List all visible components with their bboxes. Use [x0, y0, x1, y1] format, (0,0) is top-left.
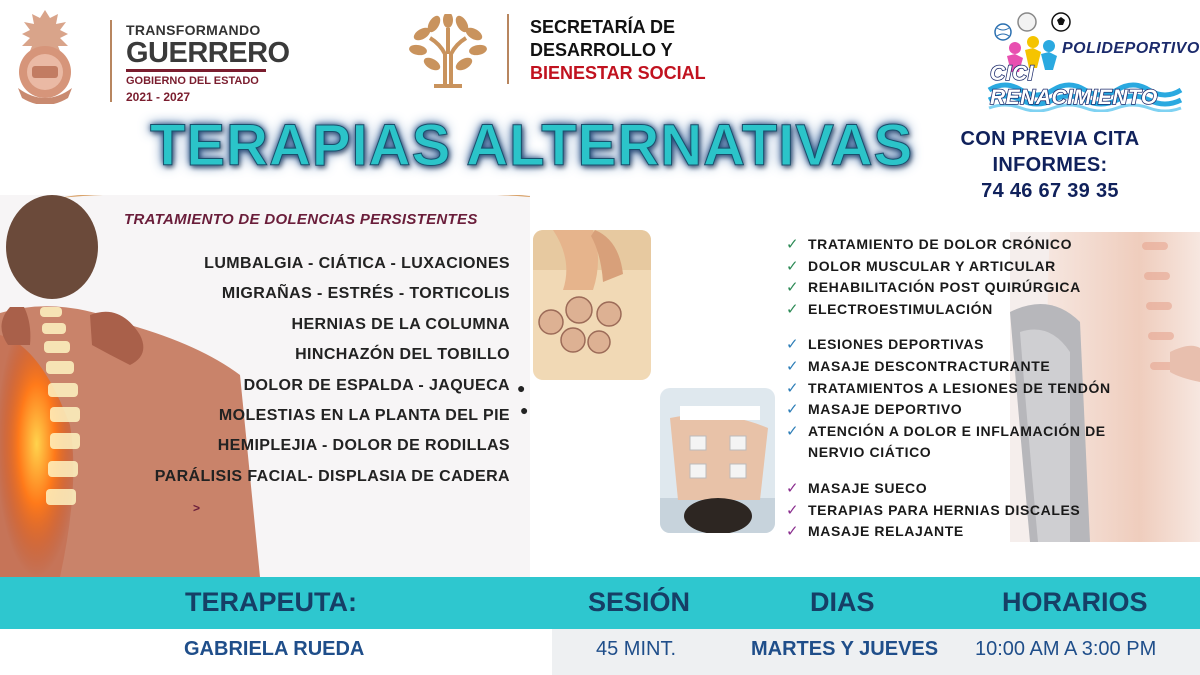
checkmark-icon: ✓ — [786, 300, 800, 318]
list-item — [786, 442, 1111, 464]
polideportivo-title: POLIDEPORTIVO — [1062, 40, 1200, 57]
guerrero-government: GOBIERNO DEL ESTADO — [126, 75, 259, 87]
service-label: NERVIO CIÁTICO — [808, 444, 932, 461]
contact-appointment: CON PREVIA CITA — [960, 128, 1140, 150]
list-item: MOLESTIAS EN LA PLANTA DEL PIE — [218, 406, 510, 424]
checkmark-icon: ✓ — [786, 236, 800, 253]
list-item — [786, 334, 1111, 356]
session-days: MARTES Y JUEVES — [751, 638, 939, 660]
service-label: MASAJE DEPORTIVO — [808, 401, 963, 418]
checkmark-icon: ✓ — [786, 336, 800, 354]
arrow-right-icon: > — [193, 501, 201, 515]
guerrero-logo-text — [126, 22, 290, 104]
checkmark-icon: ✓ — [786, 379, 800, 397]
electrostimulation-photo-icon — [660, 388, 775, 533]
secretaria-line3: BIENESTAR SOCIAL — [530, 63, 706, 83]
contact-info-label: INFORMES: — [992, 154, 1108, 176]
secretaria-line1: SECRETARÍA DE — [530, 17, 676, 37]
list-item: HEMIPLEJIA - DOLOR DE RODILLAS — [217, 437, 510, 455]
list-item: HERNIAS DE LA COLUMNA — [291, 315, 510, 333]
checkmark-icon: ✓ — [786, 357, 800, 375]
list-item: DOLOR DE ESPALDA - JAQUECA — [243, 376, 510, 394]
guerrero-name: GUERRERO — [126, 37, 290, 69]
checkmark-icon: ✓ — [786, 257, 800, 275]
schedule-table — [0, 577, 1200, 675]
bullet-dot-icon: ● — [517, 380, 526, 396]
list-item — [786, 500, 1111, 522]
checkmark-icon: ✓ — [786, 479, 800, 497]
list-item — [786, 256, 1111, 278]
header-session: SESIÓN — [588, 587, 691, 617]
treatment-list — [155, 249, 510, 492]
service-label: TRATAMIENTOS A LESIONES DE TENDÓN — [808, 379, 1111, 396]
polideportivo-name: CICI RENACIMIENTO — [990, 62, 1158, 109]
list-item — [786, 277, 1111, 299]
service-label: DOLOR MUSCULAR Y ARTICULAR — [808, 257, 1056, 274]
service-label: TRATAMIENTO DE DOLOR CRÓNICO — [808, 236, 1073, 252]
service-label: ATENCIÓN A DOLOR E INFLAMACIÓN DE — [808, 422, 1106, 439]
secretaria-logo-text — [530, 16, 706, 85]
tree-logo-icon — [404, 14, 492, 90]
header-hours: HORARIOS — [1002, 587, 1148, 617]
list-item: PARÁLISIS FACIAL- DISPLASIA DE CADERA — [154, 467, 510, 485]
header-days: DIAS — [810, 587, 875, 617]
service-label: ELECTROESTIMULACIÓN — [808, 300, 993, 317]
cupping-therapy-photo-icon — [533, 230, 651, 380]
list-item: HINCHAZÓN DEL TOBILLO — [295, 346, 510, 364]
service-label: TERAPIAS PARA HERNIAS DISCALES — [808, 501, 1081, 518]
session-duration: 45 MINT. — [596, 638, 677, 660]
guerrero-divider — [110, 20, 112, 102]
guerrero-tagline: TRANSFORMANDO — [126, 22, 261, 38]
list-item — [786, 521, 1111, 543]
list-item — [786, 378, 1111, 400]
guerrero-years: 2021 - 2027 — [126, 90, 191, 104]
secretaria-line2: DESARROLLO Y — [530, 40, 673, 60]
checkmark-icon: ✓ — [786, 501, 800, 519]
service-label: MASAJE RELAJANTE — [808, 523, 964, 540]
services-list — [786, 234, 1111, 543]
bullet-dot-icon: ● — [520, 402, 529, 418]
session-hours: 10:00 AM A 3:00 PM — [975, 638, 1157, 660]
list-item — [786, 421, 1111, 443]
checkmark-icon: ✓ — [786, 422, 800, 440]
guerrero-seal-icon — [10, 8, 80, 104]
contact-phone: 74 46 67 39 35 — [981, 180, 1119, 202]
list-item: LUMBALGIA - CIÁTICA - LUXACIONES — [204, 255, 510, 272]
treatment-heading: TRATAMIENTO DE DOLENCIAS PERSISTENTES — [124, 211, 478, 228]
secretaria-divider — [507, 14, 509, 84]
service-label: MASAJE SUECO — [808, 479, 928, 496]
service-label: MASAJE DESCONTRACTURANTE — [808, 357, 1051, 374]
service-label: REHABILITACIÓN POST QUIRÚRGICA — [808, 279, 1081, 296]
page-title: TERAPIAS ALTERNATIVAS — [150, 113, 914, 178]
checkmark-icon: ✓ — [786, 401, 800, 419]
list-item — [786, 478, 1111, 500]
checkmark-icon: ✓ — [786, 279, 800, 297]
guerrero-underline — [126, 69, 266, 72]
list-item: MIGRAÑAS - ESTRÉS - TORTICOLIS — [221, 285, 510, 303]
list-item — [786, 299, 1111, 321]
treatment-panel — [0, 195, 530, 577]
list-item — [786, 356, 1111, 378]
checkmark-icon: ✓ — [786, 523, 800, 541]
contact-info — [930, 126, 1170, 204]
therapist-name: GABRIELA RUEDA — [184, 638, 365, 660]
header-therapist: TERAPEUTA: — [185, 587, 357, 617]
list-item — [786, 234, 1111, 256]
list-item — [786, 399, 1111, 421]
header — [0, 0, 1200, 120]
service-label: LESIONES DEPORTIVAS — [808, 336, 985, 353]
